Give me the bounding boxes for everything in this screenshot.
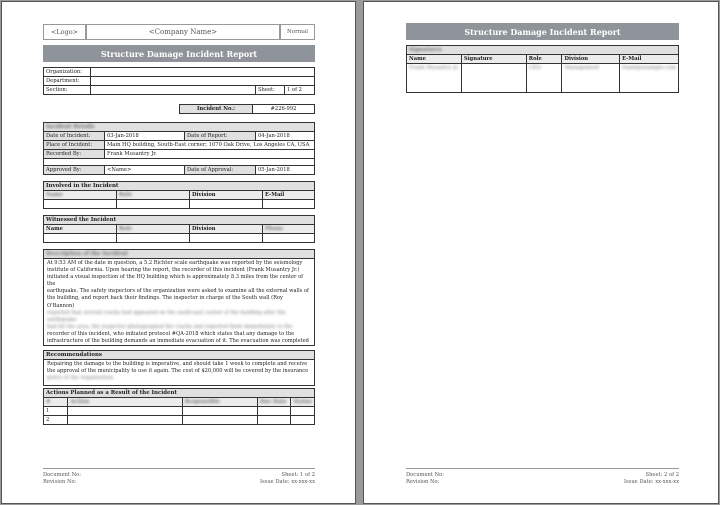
witnessed-cell[interactable] (44, 234, 117, 243)
date-of-incident-label: Date of Incident: (44, 132, 105, 141)
footer-document-no: Document No: (43, 472, 82, 478)
sheet-label: Sheet: (256, 86, 285, 95)
incident-number-label: Incident No.: (180, 105, 253, 114)
incident-details-heading: Incident Details (44, 123, 315, 132)
involved-table (43, 181, 315, 209)
description-line-obscured: reported that several cracks had appeared on the south-east corner of the building after the earthquake (47, 309, 286, 323)
witnessed-heading: Witnessed the Incident (44, 216, 315, 225)
actions-cell[interactable] (68, 407, 182, 416)
witnessed-cell[interactable] (117, 234, 190, 243)
involved-col-email: E-Mail (263, 191, 315, 200)
witnessed-cell[interactable] (263, 234, 315, 243)
sheet-value: 1 of 2 (285, 86, 315, 95)
recommendations-section (43, 350, 315, 386)
actions-heading: Actions Planned as a Result of the Incident (44, 389, 315, 398)
actions-cell[interactable] (182, 416, 257, 425)
place-label: Place of Incident: (44, 141, 105, 150)
involved-heading: Involved in the Incident (44, 182, 315, 191)
signatures-heading: Signatures (407, 46, 679, 55)
footer-left (43, 472, 81, 486)
description-line (47, 345, 311, 346)
page-title: Structure Damage Incident Report (406, 23, 679, 40)
footer-rule (43, 468, 315, 469)
signature-row-email: frank@example.com (620, 64, 679, 93)
recommendations-line-obscured: policy of the organization. (47, 375, 115, 382)
date-of-report-label: Date of Report: (185, 132, 256, 141)
actions-col-no: # (44, 398, 68, 407)
description-line: infrastructure of the building demands an immediate evacuation of it. The evacuation was completed (47, 338, 309, 345)
actions-col-status: Status (291, 398, 315, 407)
approved-by-value: <Name> (105, 166, 185, 175)
involved-col-division: Division (190, 191, 263, 200)
involved-cell[interactable] (190, 200, 263, 209)
footer-right (579, 472, 679, 486)
witnessed-table (43, 215, 315, 243)
actions-col-responsible: Responsible (182, 398, 257, 407)
description-line: At 9:53 AM of the date in question, a 5.2 Richter scale earthquake was reported by the seismology (47, 260, 303, 266)
description-line: recorder of this incident, who initiated protocol #QA-2018 which states that any damage to the (47, 330, 295, 337)
actions-cell[interactable] (68, 416, 182, 425)
footer-issue-date: Issue Date: xx-xxx-xx (623, 479, 679, 485)
description-line: earthquake. The safety inspectors of the organization were asked to examine all the external walls of (47, 288, 309, 295)
description-line: the building, and report back their findings. The inspector in charge of the South wall (Roy O'Bannon) (47, 295, 283, 309)
date-of-report-value: 04-Jan-2018 (256, 132, 315, 141)
involved-cell[interactable] (117, 200, 190, 209)
witnessed-col-role: Role (117, 225, 190, 234)
date-of-incident-value: 03-Jan-2018 (105, 132, 185, 141)
recommendations-heading: Recommendations (44, 351, 315, 360)
organization-value[interactable] (91, 68, 315, 77)
footer-document-no: Document No: (406, 472, 445, 478)
recommendations-line: Repairing the damage to the building is imperative, and should take 1 week to complete and receive (47, 361, 308, 367)
recorded-by-value: Frank Musantry Jr. (105, 150, 315, 159)
recommendations-line: the approval of the municipality to use it again. The cost of $20,000 will be covered by the insurance (47, 368, 309, 375)
date-of-approval-label: Date of Approval: (185, 166, 256, 175)
incident-details-table (43, 122, 315, 175)
involved-cell[interactable] (44, 200, 117, 209)
section-label: Section: (44, 86, 91, 95)
actions-cell[interactable] (257, 416, 291, 425)
witnessed-col-division: Division (190, 225, 263, 234)
description-line: initiated a visual inspection of the HQ building which is approximately 8.3 miles from the center of the (47, 274, 304, 288)
involved-cell[interactable] (263, 200, 315, 209)
approved-by-label: Approved By: (44, 166, 105, 175)
actions-row-number: 1 (44, 407, 68, 416)
department-label: Department: (44, 77, 91, 86)
incident-number-box (179, 104, 315, 114)
meta-table (43, 67, 315, 95)
witnessed-cell[interactable] (190, 234, 263, 243)
report-page-1 (1, 1, 356, 504)
blank-row (44, 159, 315, 166)
incident-number-value: #226-992 (253, 105, 315, 114)
actions-cell[interactable] (257, 407, 291, 416)
witnessed-col-name: Name (44, 225, 117, 234)
footer-issue-date: Issue Date: xx-xxx-xx (259, 479, 315, 485)
witnessed-col-phone: Phone (263, 225, 315, 234)
company-name-placeholder: <Company Name> (86, 24, 280, 40)
actions-row-number: 2 (44, 416, 68, 425)
footer-sheet: Sheet: 2 of 2 (645, 472, 679, 478)
actions-table (43, 388, 315, 425)
involved-col-name: Name (44, 191, 117, 200)
signature-row-division: Management (562, 64, 620, 93)
signatures-col-signature: Signature (461, 55, 526, 64)
footer-revision-no: Revision No: (43, 479, 77, 485)
signatures-col-email: E-Mail (620, 55, 679, 64)
actions-cell[interactable] (291, 416, 315, 425)
description-section (43, 249, 315, 346)
page-title: Structure Damage Incident Report (43, 45, 315, 62)
signatures-col-role: Role (526, 55, 562, 64)
footer-rule (406, 468, 679, 469)
actions-cell[interactable] (182, 407, 257, 416)
description-heading: Description of the Incident (44, 250, 315, 259)
description-line: institute of California. Upon hearing the report, the recorder of this incident (Frank Musantry Jr.) (47, 267, 300, 274)
footer-left (406, 472, 444, 486)
signatures-col-name: Name (407, 55, 462, 64)
place-value: Main HQ building, South-East corner; 1070 Oak Drive, Los Angeles CA, USA (105, 141, 315, 150)
signature-row-name: Frank Musantry Jr. (407, 64, 462, 93)
signatures-col-division: Division (562, 55, 620, 64)
involved-col-role: Role (117, 191, 190, 200)
footer-revision-no: Revision No: (406, 479, 440, 485)
date-of-approval-value: 05-Jan-2018 (256, 166, 315, 175)
actions-cell[interactable] (291, 407, 315, 416)
logo-placeholder: <Logo> (43, 24, 86, 40)
organization-label: Organization: (44, 68, 91, 77)
actions-col-action: Action (68, 398, 182, 407)
report-page-2 (363, 1, 719, 504)
actions-col-due: Due Date (257, 398, 291, 407)
department-value[interactable] (91, 77, 315, 86)
signatures-table (406, 45, 679, 93)
description-line-obscured: had hit the area; the inspector photographed the cracks and reported them immediately to the (47, 323, 293, 330)
recorded-by-label: Recorded By: (44, 150, 105, 159)
signature-row-role: CEO (526, 64, 562, 93)
signature-row-signature[interactable] (461, 64, 526, 93)
description-text (43, 259, 315, 346)
footer-sheet: Sheet: 1 of 2 (281, 472, 315, 478)
section-value[interactable] (91, 86, 256, 95)
recommendations-text (43, 360, 315, 386)
style-label: Normal (280, 24, 315, 40)
footer-right (215, 472, 315, 486)
